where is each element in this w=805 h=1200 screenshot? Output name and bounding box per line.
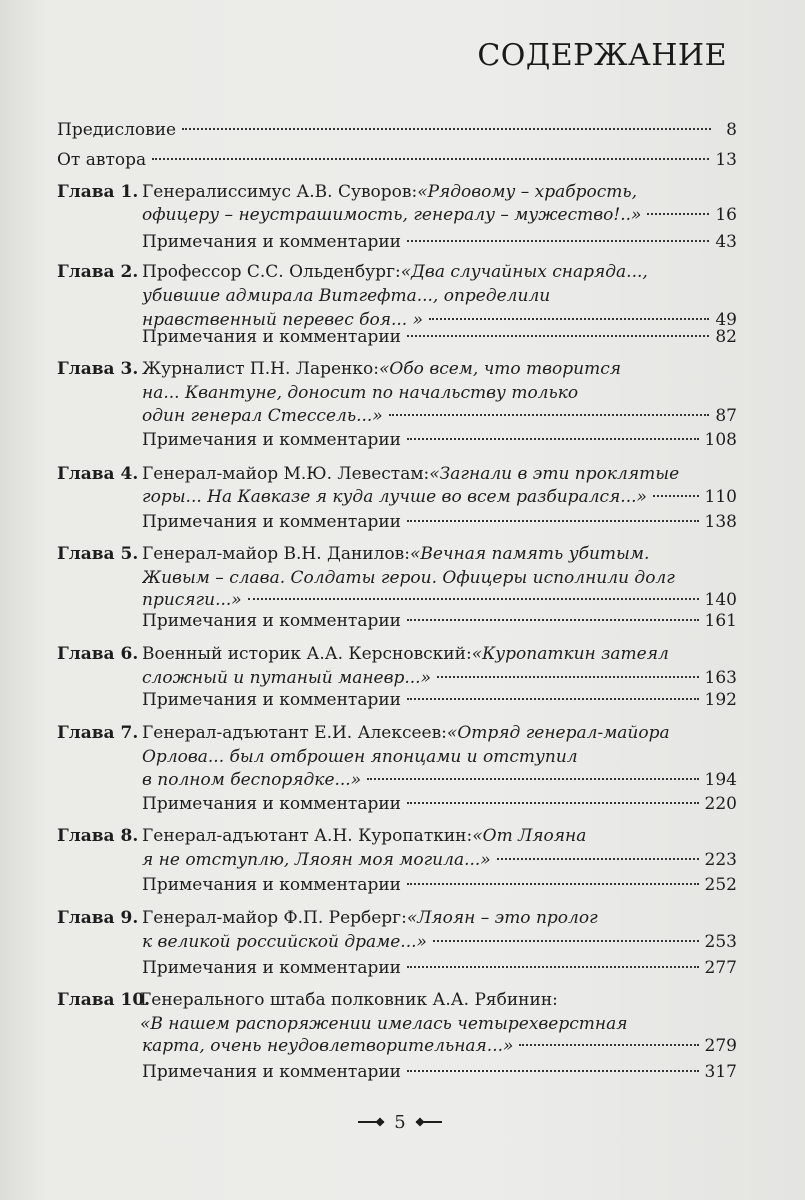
chapter-author: Генералиссимус А.В. Суворов: [142,182,418,202]
toc-notes-6 [0,686,805,714]
chapter-quote: Орлова... был отброшен японцами и отступил [142,747,578,767]
page-number: 110 [704,487,737,507]
page-number: 43 [715,232,737,252]
chapter-author: Журналист П.Н. Ларенко: [142,359,379,379]
chapter-quote: «В нашем распоряжении имелась четырехверстная [140,1014,628,1034]
chapter-quote: горы... На Кавказе я куда лучше во всем разбирался...» [142,487,647,507]
chapter-quote: сложный и путаный маневр...» [142,668,431,688]
toc-entry-author [0,146,805,174]
chapter-quote: Живым – слава. Солдаты герои. Офицеры исполнили долг [142,568,675,588]
notes-label: Примечания и комментарии [142,232,402,252]
chapter-quote: нравственный перевес боя... » [142,310,424,330]
page-number: 253 [704,932,737,952]
chapter-quote: на... Квантуне, доносит по начальству только [142,383,579,403]
entry-title: От автора [57,150,147,170]
chapter-quote: «Ляоян – это пролог [406,908,598,928]
page-number: 194 [704,770,737,790]
page-number: 223 [704,850,737,870]
chapter-author: Генерального штаба полковник А.А. Рябинин: [140,990,558,1010]
entry-title: Предисловие [57,120,177,140]
chapter-author: Профессор С.С. Ольденбург: [142,262,401,282]
dot-leader [389,414,710,416]
page-number: 16 [715,205,737,225]
chapter-label: Глава 9. [57,908,139,928]
chapter-label: Глава 3. [57,359,139,379]
dot-leader [182,128,711,130]
notes-label: Примечания и комментарии [142,1062,402,1082]
chapter-quote: «Рядовому – храбрость, [417,182,638,202]
toc-notes-4 [0,508,805,536]
dot-leader [519,1044,698,1046]
dot-leader [433,940,699,942]
page-number: 252 [704,875,737,895]
toc-notes-3 [0,426,805,454]
toc-entry-preface [0,116,805,144]
dot-leader [437,676,699,678]
chapter-quote: «Два случайных снаряда..., [400,262,648,282]
page-number: 49 [715,310,737,330]
page-folio [340,1108,460,1136]
chapter-label: Глава 4. [57,464,139,484]
chapter-quote: убившие адмирала Витгефта..., определили [142,286,551,306]
ornament-left-icon [358,1118,384,1126]
chapter-label: Глава 2. [57,262,139,282]
folio-number: 5 [394,1111,406,1133]
page-number: 87 [715,406,737,426]
dot-leader [407,240,709,242]
dot-leader [407,438,699,440]
dot-leader [497,858,699,860]
chapter-quote: карта, очень неудовлетворительная...» [142,1036,514,1056]
chapter-author: Генерал-майор М.Ю. Левестам: [142,464,430,484]
page-number: 163 [704,668,737,688]
dot-leader [248,598,699,600]
chapter-author: Военный историк А.А. Керсновский: [142,644,472,664]
chapter-quote: «Загнали в эти проклятые [429,464,680,484]
page-number: 192 [704,690,737,710]
page-number: 279 [704,1036,737,1056]
toc-notes-9 [0,954,805,982]
dot-leader [407,619,699,621]
notes-label: Примечания и комментарии [142,327,402,347]
toc-notes-2 [0,323,805,351]
chapter-author: Генерал-майор В.Н. Данилов: [142,544,410,564]
notes-label: Примечания и комментарии [142,794,402,814]
notes-label: Примечания и комментарии [142,512,402,532]
notes-label: Примечания и комментарии [142,611,402,631]
toc-notes-7 [0,790,805,818]
toc-notes-10 [0,1058,805,1086]
notes-label: Примечания и комментарии [142,958,402,978]
dot-leader [407,698,699,700]
chapter-label: Глава 6. [57,644,139,664]
toc-notes-8 [0,871,805,899]
toc-notes-5 [0,607,805,635]
page-number: 317 [704,1062,737,1082]
page-number: 82 [715,327,737,347]
ornament-right-icon [416,1118,442,1126]
page-number: 108 [704,430,737,450]
dot-leader [407,966,699,968]
page-number: 161 [704,611,737,631]
chapter-author: Генерал-майор Ф.П. Рерберг: [142,908,407,928]
page-number: 277 [704,958,737,978]
page-number: 220 [704,794,737,814]
chapter-label: Глава 8. [57,826,139,846]
dot-leader [407,883,699,885]
chapter-quote: присяги...» [142,590,242,610]
dot-leader [429,318,709,320]
chapter-quote: к великой российской драме...» [142,932,427,952]
chapter-quote: офицеру – неустрашимость, генералу – мужество!..» [142,205,642,225]
page-title: СОДЕРЖАНИЕ [477,38,727,73]
chapter-quote: я не отступлю, Ляоян моя могила...» [142,850,491,870]
page-number: 8 [726,120,737,140]
dot-leader [407,802,699,804]
chapter-quote: «От Ляояна [472,826,587,846]
notes-label: Примечания и комментарии [142,430,402,450]
chapter-quote: «Куропаткин затеял [471,644,669,664]
notes-label: Примечания и комментарии [142,690,402,710]
chapter-quote: в полном беспорядке...» [142,770,362,790]
toc-notes-1 [0,228,805,256]
chapter-quote: «Обо всем, что творится [378,359,622,379]
chapter-label: Глава 10. [57,990,151,1010]
dot-leader [407,1070,699,1072]
chapter-label: Глава 5. [57,544,139,564]
chapter-quote: один генерал Стессель...» [142,406,383,426]
dot-leader [407,335,709,337]
chapter-label: Глава 1. [57,182,139,202]
dot-leader [367,778,698,780]
chapter-quote: «Вечная память убитым. [409,544,650,564]
dot-leader [647,213,709,215]
dot-leader [152,158,709,160]
page-number: 138 [704,512,737,532]
page-number: 140 [704,590,737,610]
notes-label: Примечания и комментарии [142,875,402,895]
dot-leader [653,495,699,497]
chapter-quote: «Отряд генерал-майора [446,723,670,743]
page-number: 13 [715,150,737,170]
dot-leader [407,520,699,522]
chapter-author: Генерал-адъютант А.Н. Куропаткин: [142,826,473,846]
chapter-author: Генерал-адъютант Е.И. Алексеев: [142,723,447,743]
chapter-label: Глава 7. [57,723,139,743]
